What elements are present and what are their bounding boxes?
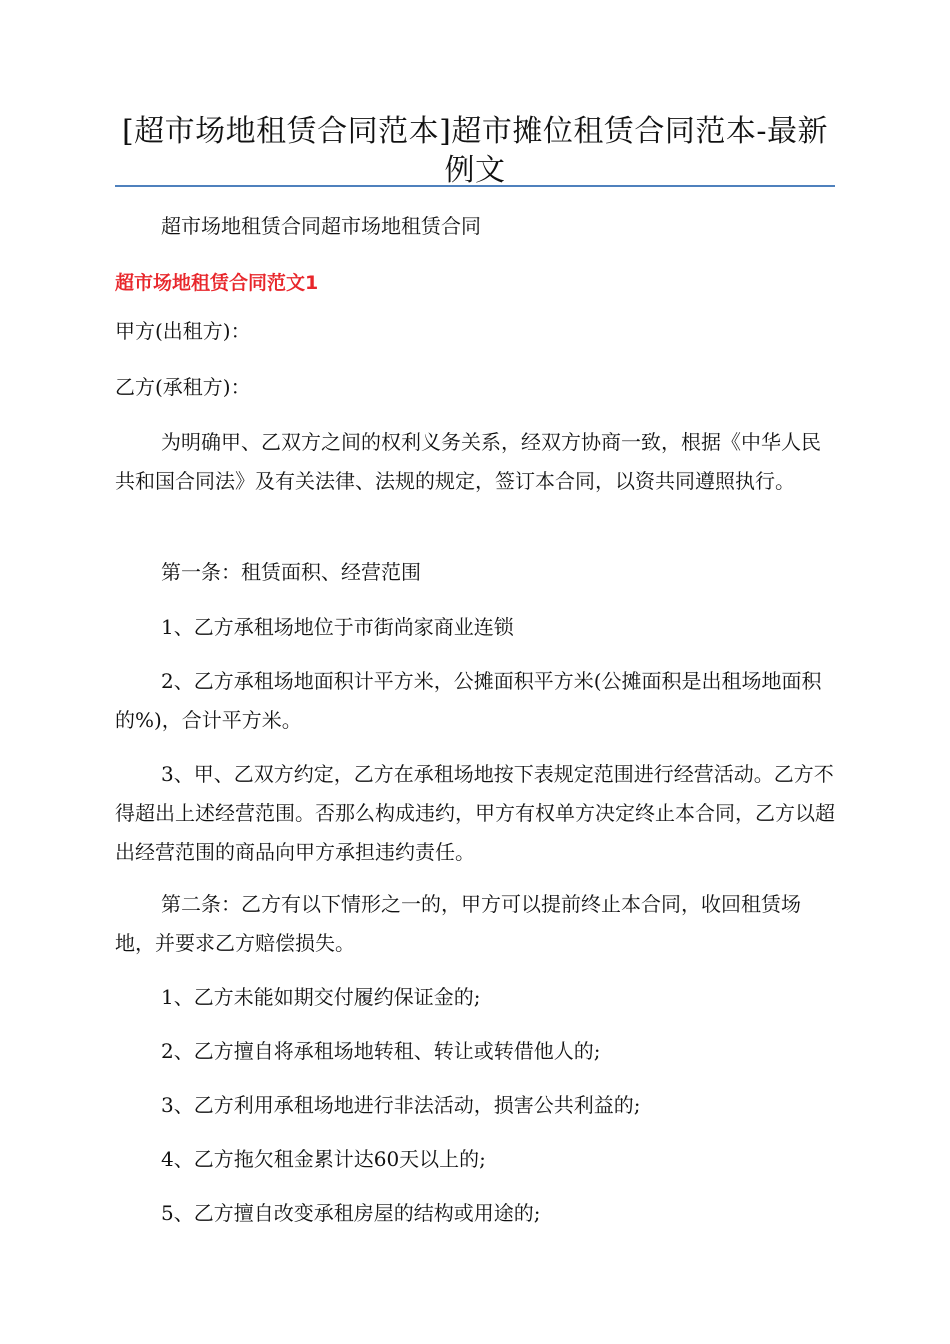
clause-2-4: 4、乙方拖欠租金累计达60天以上的; xyxy=(161,1147,486,1171)
subtitle-paragraph: 超市场地租赁合同超市场地租赁合同 xyxy=(161,214,481,238)
section-heading: 超市场地租赁合同范文1 xyxy=(115,272,319,294)
party-a-line: 甲方(出租方)： xyxy=(115,319,251,343)
preamble-paragraph: 为明确甲、乙双方之间的权利义务关系，经双方协商一致，根据《中华人民共和国合同法》及有关法律、法规的规定，签订本合同，以资共同遵照执行。 xyxy=(115,430,821,493)
clause-2-2: 2、乙方擅自将承租场地转租、转让或转借他人的; xyxy=(161,1039,601,1063)
clause-1-3: 3、甲、乙双方约定，乙方在承租场地按下表规定范围进行经营活动。乙方不得超出上述经营范围。否那么构成违约，甲方有权单方决定终止本合同，乙方以超出经营范围的商品向甲方承担违约责任。 xyxy=(115,762,835,864)
document-title: [超市场地租赁合同范本]超市摊位租赁合同范本-最新例文 xyxy=(121,114,829,188)
article-2-heading: 第二条：乙方有以下情形之一的，甲方可以提前终止本合同，收回租赁场地，并要求乙方赔偿损失。 xyxy=(115,892,801,955)
title-divider xyxy=(115,185,835,187)
clause-2-3: 3、乙方利用承租场地进行非法活动，损害公共利益的; xyxy=(161,1093,641,1117)
clause-2-5: 5、乙方擅自改变承租房屋的结构或用途的; xyxy=(161,1201,541,1225)
clause-1-2: 2、乙方承租场地面积计平方米，公摊面积平方米(公摊面积是出租场地面积的%)，合计平方米。 xyxy=(115,669,822,732)
article-1-heading: 第一条：租赁面积、经营范围 xyxy=(161,560,421,584)
party-b-line: 乙方(承租方)： xyxy=(115,375,251,399)
clause-1-1: 1、乙方承租场地位于市街尚家商业连锁 xyxy=(161,615,514,639)
clause-2-1: 1、乙方未能如期交付履约保证金的; xyxy=(161,985,481,1009)
